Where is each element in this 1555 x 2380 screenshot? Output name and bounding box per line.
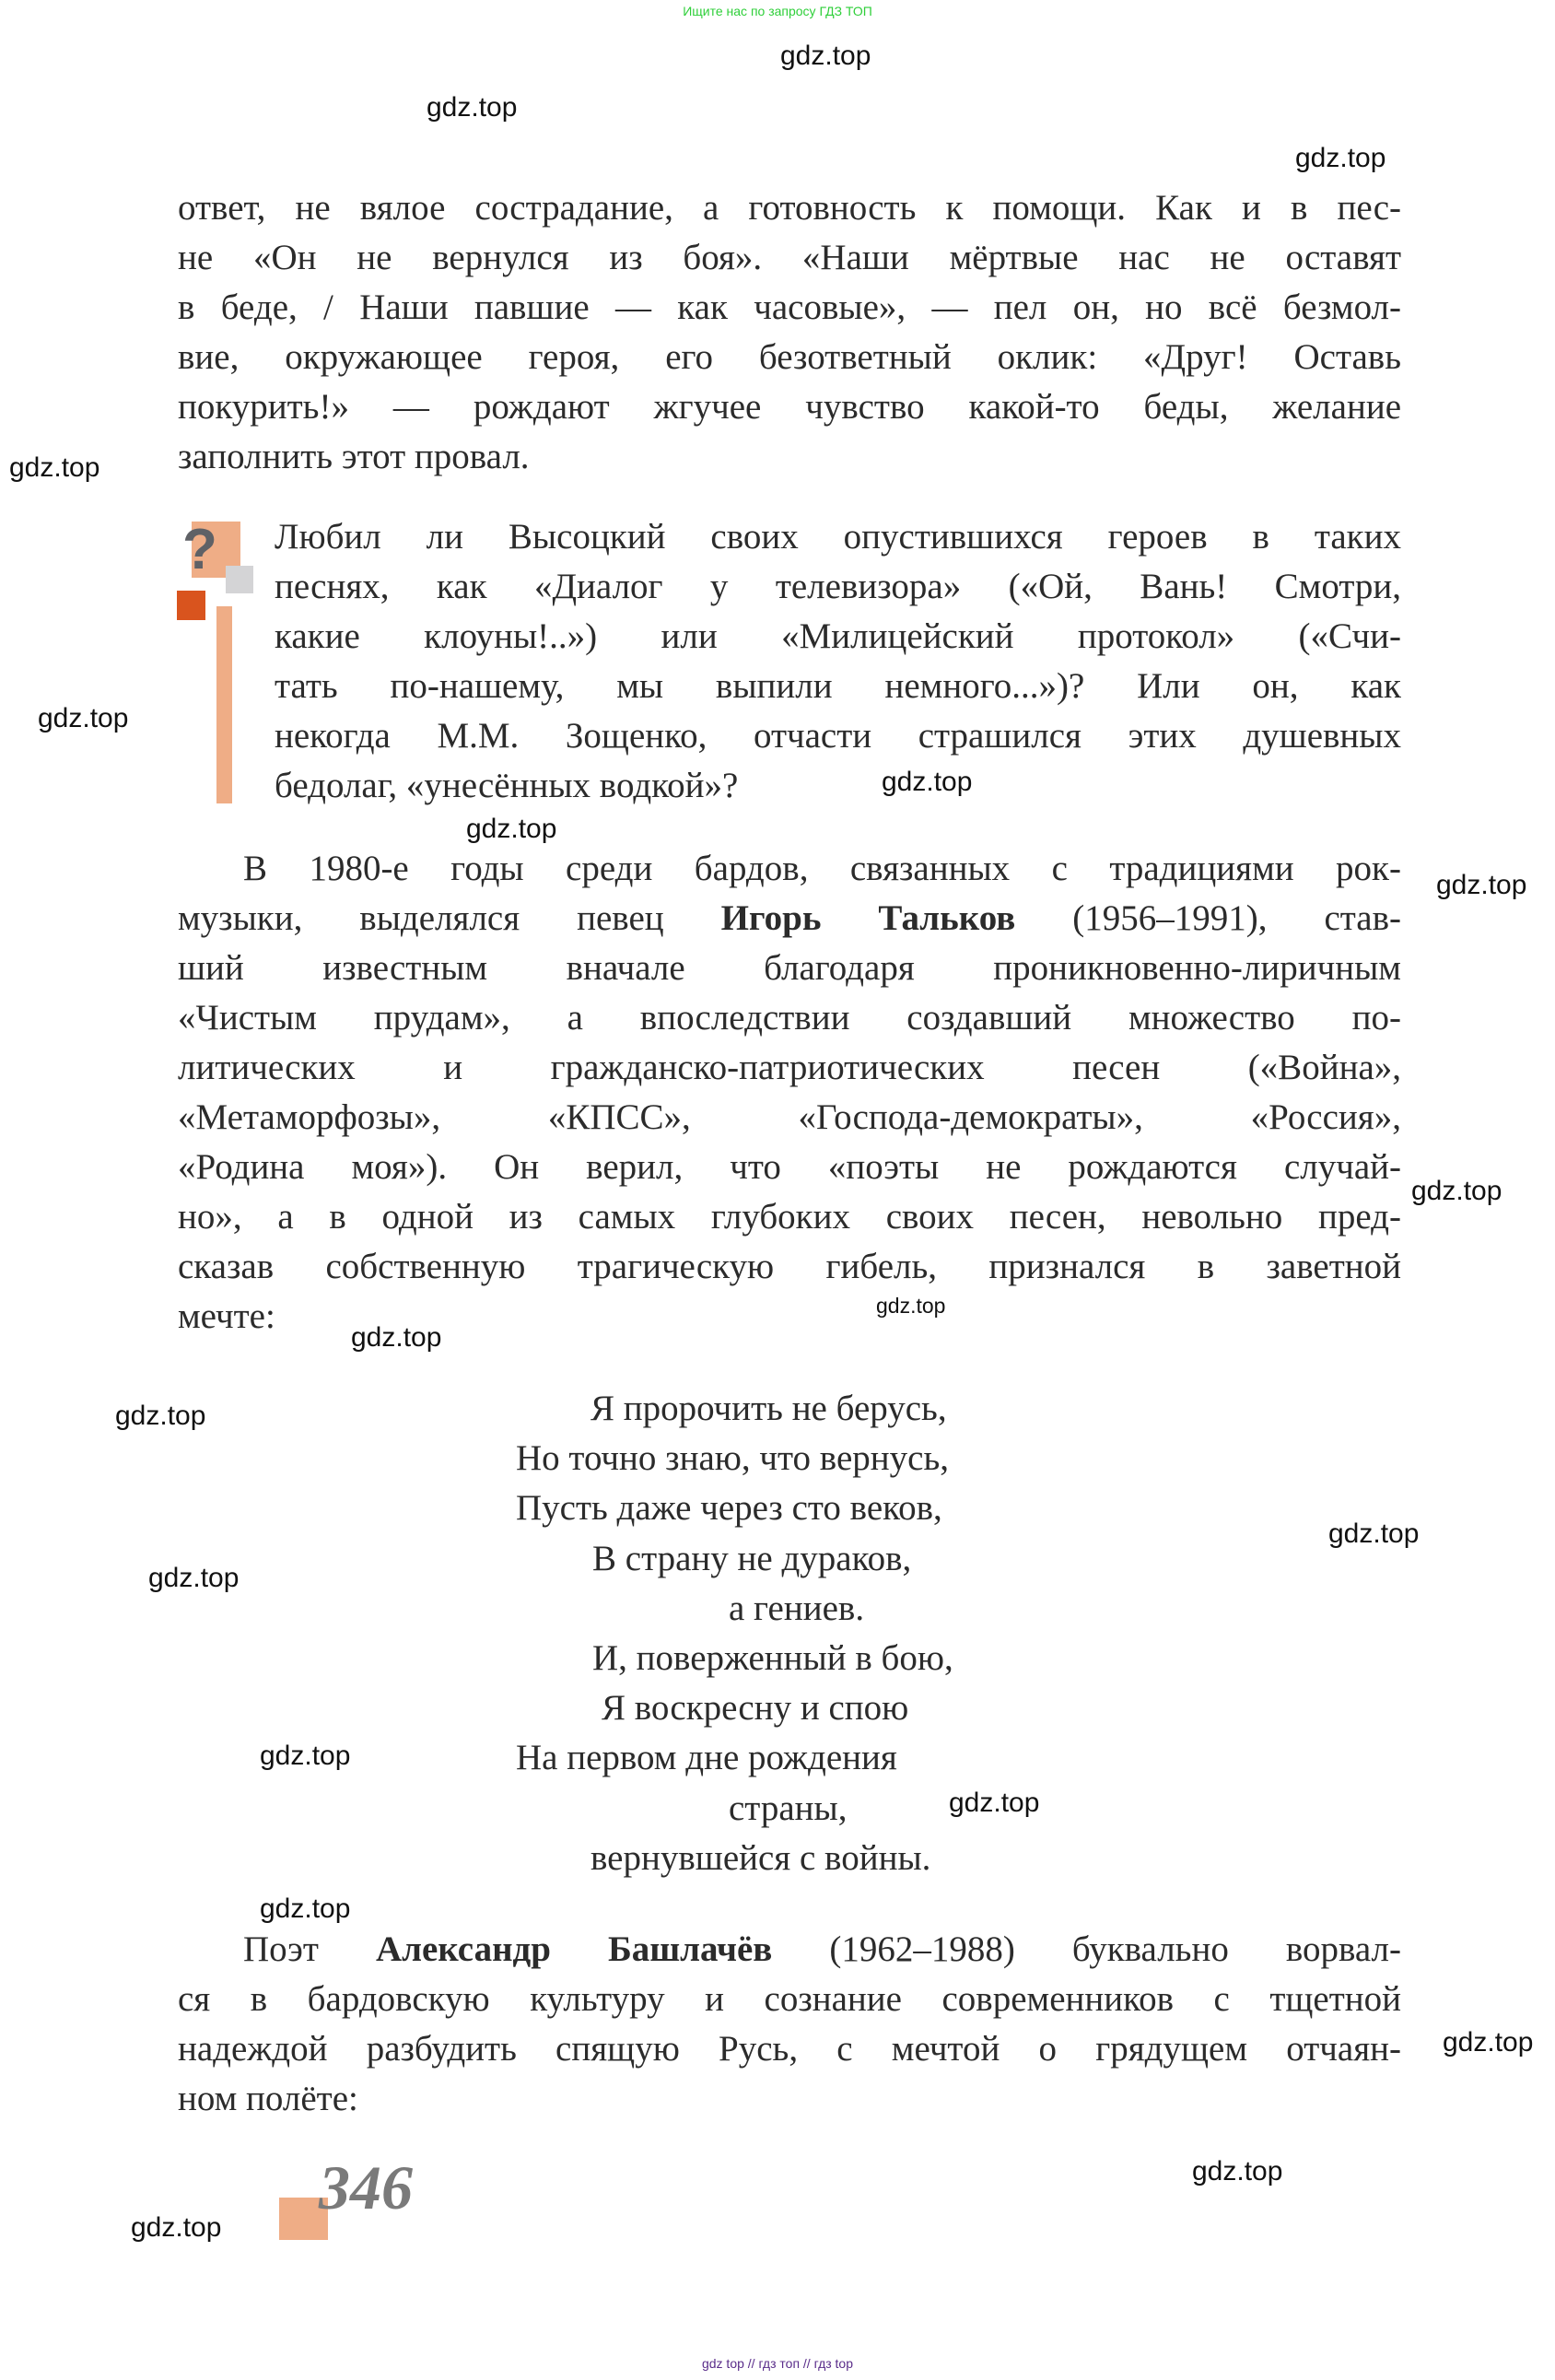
- text-line: мечте:: [178, 1296, 275, 1336]
- text-line: тать по-нашему, мы выпили немного...»)? Или он, как: [275, 666, 1401, 706]
- question-mark-icon: ?: [182, 518, 217, 581]
- text-line: сказав собственную трагическую гибель, признался в заветной: [178, 1247, 1401, 1286]
- text-line: бедолаг, «унесённых водкой»?: [275, 766, 739, 805]
- watermark: gdz.top: [780, 41, 871, 71]
- poem-line: Я воскресну и спою: [602, 1688, 909, 1729]
- text-line: заполнить этот провал.: [178, 437, 530, 476]
- accent-bar: [216, 606, 232, 803]
- watermark: gdz.top: [1295, 143, 1386, 173]
- watermark: gdz.top: [1328, 1518, 1420, 1549]
- page-number: 346: [319, 2152, 413, 2222]
- text-line: покурить!» — рождают жгучее чувство какой-то беды, желание: [178, 387, 1401, 427]
- text-segment: музыки, выделялся певец: [178, 898, 721, 938]
- watermark: gdz.top: [351, 1322, 442, 1353]
- text-line: но», а в одной из самых глубоких своих песен, невольно пред-: [178, 1197, 1401, 1237]
- bold-name: Александр Башлачёв: [375, 1929, 773, 1969]
- paragraph-2: [178, 844, 1401, 1342]
- watermark: gdz.top: [427, 92, 518, 123]
- watermark: gdz.top: [466, 814, 557, 844]
- poem-line: Пусть даже через сто веков,: [516, 1488, 942, 1529]
- watermark: gdz.top: [9, 452, 100, 483]
- text-line: в беде, / Наши павшие — как часовые», — пел он, но всё безмол-: [178, 287, 1401, 327]
- watermark: gdz.top: [882, 767, 973, 797]
- text-segment: Поэт: [243, 1929, 376, 1969]
- text-line: «Чистым прудам», а впоследствии создавший множество по-: [178, 998, 1401, 1038]
- paragraph-3: [178, 1925, 1401, 2124]
- watermark: gdz.top: [260, 1741, 351, 1771]
- text-line: ший известным вначале благодаря проникновенно-лиричным: [178, 948, 1401, 988]
- watermark: gdz.top: [131, 2212, 222, 2243]
- poem-line: На первом дне рождения: [516, 1738, 897, 1778]
- watermark: gdz.top: [38, 703, 129, 733]
- text-line: [178, 894, 1401, 944]
- poem-line: Но точно знаю, что вернусь,: [516, 1438, 949, 1479]
- text-line: песнях, как «Диалог у телевизора» («Ой, Вань! Смотри,: [275, 567, 1401, 606]
- bold-name: Игорь Тальков: [720, 898, 1016, 938]
- text-line: В 1980-е годы среди бардов, связанных с традициями рок-: [243, 849, 1401, 888]
- text-line: какие клоуны!..») или «Милицейский протокол» («Счи-: [275, 616, 1401, 656]
- text-line: ответ, не вялое сострадание, а готовность к помощи. Как и в пес-: [178, 188, 1401, 228]
- question-text: [275, 512, 1401, 811]
- watermark: gdz.top: [1411, 1176, 1502, 1206]
- watermark: gdz.top: [949, 1788, 1040, 1818]
- text-line: некогда М.М. Зощенко, отчасти страшился этих душевных: [275, 716, 1401, 756]
- watermark: gdz.top: [1192, 2156, 1283, 2187]
- poem-line: Я пророчить не берусь,: [590, 1389, 947, 1428]
- watermark: gdz.top: [876, 1294, 946, 1318]
- poem-line: И, поверженный в бою,: [592, 1638, 953, 1678]
- text-line: [178, 1925, 1401, 1975]
- text-line: «Метаморфозы», «КПСС», «Господа-демократы», «Россия»,: [178, 1097, 1401, 1137]
- watermark: gdz.top: [1436, 870, 1527, 900]
- gray-square: [226, 566, 253, 593]
- text-line: Любил ли Высоцкий своих опустившихся героев в таких: [275, 517, 1401, 557]
- text-line: «Родина моя»). Он верил, что «поэты не рождаются случай-: [178, 1147, 1401, 1187]
- watermark: gdz.top: [115, 1401, 206, 1431]
- watermark: gdz.top: [1443, 2027, 1534, 2058]
- watermark: gdz.top: [260, 1893, 351, 1924]
- text-line: вие, окружающее героя, его безответный оклик: «Друг! Оставь: [178, 337, 1401, 377]
- poem-line: а гениев.: [729, 1588, 865, 1628]
- text-line: ся в бардовскую культуру и сознание современников с тщетной: [178, 1979, 1401, 2019]
- text-line: ном полёте:: [178, 2079, 358, 2118]
- text-line: литических и гражданско-патриотических песен («Война»,: [178, 1048, 1401, 1087]
- text-line: надеждой разбудить спящую Русь, с мечтой о грядущем отчаян-: [178, 2029, 1401, 2069]
- top-banner: Ищите нас по запросу ГДЗ ТОП: [683, 4, 872, 18]
- text-segment: (1956–1991), став-: [1015, 898, 1401, 938]
- poem-line: В страну не дураков,: [592, 1538, 912, 1578]
- poem-line: страны,: [729, 1788, 848, 1828]
- text-line: не «Он не вернулся из боя». «Наши мёртвые нас не оставят: [178, 238, 1401, 277]
- paragraph-1: [178, 183, 1401, 482]
- poem-line: вернувшейся с войны.: [590, 1837, 931, 1878]
- bottom-banner: gdz top // гдз топ // гдз top: [701, 2356, 854, 2371]
- red-square: [177, 591, 205, 620]
- text-segment: (1962–1988) буквально ворвал-: [772, 1929, 1401, 1969]
- watermark: gdz.top: [148, 1563, 240, 1593]
